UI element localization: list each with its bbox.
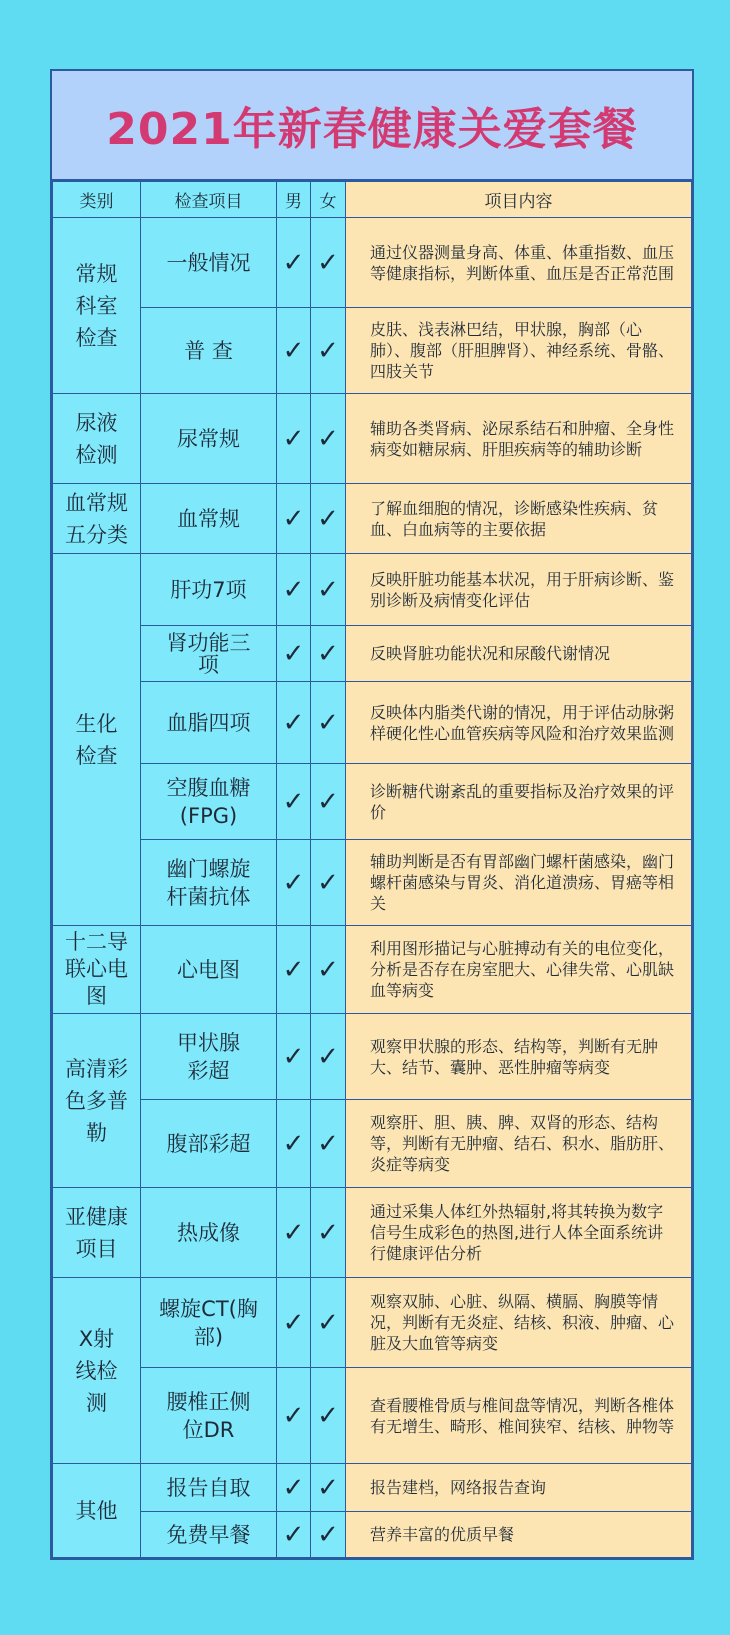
desc-cell: 反映体内脂类代谢的情况，用于评估动脉粥样硬化性心血管疾病等风险和治疗效果监测 [346, 682, 692, 764]
table-row [53, 1014, 692, 1100]
item-cell [141, 764, 277, 840]
male-check-icon: ✓ [277, 840, 311, 926]
item-label: 螺旋CT(胸部) [159, 1296, 258, 1349]
desc-cell: 辅助判断是否有胃部幽门螺杆菌感染，幽门螺杆菌感染与胃炎、消化道溃疡、胃癌等相关 [346, 840, 692, 926]
table-row [53, 626, 692, 682]
category-cell [53, 394, 141, 484]
desc-cell: 查看腰椎骨质与椎间盘等情况，判断各椎体有无增生、畸形、椎间狭窄、结核、肿物等 [346, 1368, 692, 1464]
item-cell: 热成像 [141, 1188, 277, 1278]
item-cell [141, 1278, 277, 1368]
item-label: 甲状腺彩超 [176, 1030, 240, 1083]
item-cell [141, 840, 277, 926]
header-male: 男 [277, 182, 311, 218]
item-label: 空腹血糖(FPG) [166, 775, 251, 828]
desc-cell: 观察甲状腺的形态、结构等，判断有无肿大、结节、囊肿、恶性肿瘤等病变 [346, 1014, 692, 1100]
female-check-icon: ✓ [311, 1100, 346, 1188]
table-row [53, 764, 692, 840]
category-label: X射线检测 [75, 1326, 118, 1415]
header-content: 项目内容 [346, 182, 692, 218]
male-check-icon: ✓ [277, 1188, 311, 1278]
female-check-icon: ✓ [311, 764, 346, 840]
table-row [53, 218, 692, 308]
desc-cell: 报告建档，网络报告查询 [346, 1464, 692, 1512]
desc-cell: 利用图形描记与心脏搏动有关的电位变化，分析是否存在房室肥大、心律失常、心肌缺血等病变 [346, 926, 692, 1014]
desc-cell: 辅助各类肾病、泌尿系结石和肿瘤、全身性病变如糖尿病、肝胆疾病等的辅助诊断 [346, 394, 692, 484]
category-label: 常规科室检查 [75, 261, 118, 350]
table-row [53, 394, 692, 484]
category-cell [53, 218, 141, 394]
category-cell: 其他 [53, 1464, 141, 1558]
male-check-icon: ✓ [277, 1464, 311, 1512]
desc-cell: 观察双肺、心脏、纵隔、横膈、胸膜等情况，判断有无炎症、结核、积液、肿瘤、心脏及大血管等病变 [346, 1278, 692, 1368]
category-label: 高清彩色多普勒 [64, 1056, 128, 1145]
package-table [52, 181, 692, 1558]
table-row [53, 1100, 692, 1188]
item-cell: 心电图 [141, 926, 277, 1014]
category-label: 血常规五分类 [65, 490, 128, 547]
female-check-icon: ✓ [311, 394, 346, 484]
male-check-icon: ✓ [277, 218, 311, 308]
category-label: 尿液检测 [75, 410, 118, 467]
item-cell: 肝功7项 [141, 554, 277, 626]
item-cell: 血常规 [141, 484, 277, 554]
item-cell [141, 1368, 277, 1464]
desc-cell: 观察肝、胆、胰、脾、双肾的形态、结构等，判断有无肿瘤、结石、积水、脂肪肝、炎症等病变 [346, 1100, 692, 1188]
category-cell [53, 554, 141, 926]
female-check-icon: ✓ [311, 484, 346, 554]
item-cell: 血脂四项 [141, 682, 277, 764]
female-check-icon: ✓ [311, 926, 346, 1014]
item-cell: 普 查 [141, 308, 277, 394]
female-check-icon: ✓ [311, 1014, 346, 1100]
category-label: 亚健康项目 [64, 1204, 128, 1261]
item-cell: 尿常规 [141, 394, 277, 484]
female-check-icon: ✓ [311, 218, 346, 308]
female-check-icon: ✓ [311, 840, 346, 926]
category-cell [53, 1278, 141, 1464]
package-card [50, 69, 694, 1560]
desc-cell: 诊断糖代谢紊乱的重要指标及治疗效果的评价 [346, 764, 692, 840]
table-row [53, 484, 692, 554]
category-cell [53, 1014, 141, 1188]
desc-cell: 反映肾脏功能状况和尿酸代谢情况 [346, 626, 692, 682]
item-cell: 报告自取 [141, 1464, 277, 1512]
male-check-icon: ✓ [277, 1100, 311, 1188]
table-row [53, 1188, 692, 1278]
header-item: 检查项目 [141, 182, 277, 218]
male-check-icon: ✓ [277, 764, 311, 840]
male-check-icon: ✓ [277, 926, 311, 1014]
male-check-icon: ✓ [277, 554, 311, 626]
male-check-icon: ✓ [277, 626, 311, 682]
table-row [53, 926, 692, 1014]
female-check-icon: ✓ [311, 308, 346, 394]
item-cell [141, 626, 277, 682]
female-check-icon: ✓ [311, 1512, 346, 1558]
male-check-icon: ✓ [277, 1368, 311, 1464]
category-label: 生化检查 [75, 711, 118, 768]
item-label: 肾功能三项 [166, 630, 251, 677]
female-check-icon: ✓ [311, 554, 346, 626]
male-check-icon: ✓ [277, 1014, 311, 1100]
table-row [53, 1278, 692, 1368]
item-label: 幽门螺旋杆菌抗体 [166, 856, 251, 909]
male-check-icon: ✓ [277, 1278, 311, 1368]
male-check-icon: ✓ [277, 394, 311, 484]
category-cell [53, 926, 141, 1014]
table-row [53, 1464, 692, 1512]
category-cell [53, 484, 141, 554]
item-cell: 腹部彩超 [141, 1100, 277, 1188]
female-check-icon: ✓ [311, 1368, 346, 1464]
table-header-row [53, 182, 692, 218]
female-check-icon: ✓ [311, 682, 346, 764]
table-row [53, 1368, 692, 1464]
table-row [53, 308, 692, 394]
table-body [53, 218, 692, 1558]
title-bar [52, 71, 692, 181]
table-row [53, 1512, 692, 1558]
desc-cell: 通过仪器测量身高、体重、体重指数、血压等健康指标，判断体重、血压是否正常范围 [346, 218, 692, 308]
female-check-icon: ✓ [311, 1188, 346, 1278]
item-label: 腰椎正侧位DR [166, 1389, 251, 1442]
female-check-icon: ✓ [311, 1278, 346, 1368]
female-check-icon: ✓ [311, 626, 346, 682]
category-label: 十二导联心电图 [64, 930, 128, 1008]
male-check-icon: ✓ [277, 484, 311, 554]
male-check-icon: ✓ [277, 682, 311, 764]
header-female: 女 [311, 182, 346, 218]
item-cell: 免费早餐 [141, 1512, 277, 1558]
desc-cell: 皮肤、浅表淋巴结，甲状腺，胸部（心肺）、腹部（肝胆脾肾）、神经系统、骨骼、四肢关节 [346, 308, 692, 394]
page-title: 2021年新春健康关爱套餐 [106, 104, 638, 155]
desc-cell: 了解血细胞的情况，诊断感染性疾病、贫血、白血病等的主要依据 [346, 484, 692, 554]
header-category: 类别 [53, 182, 141, 218]
desc-cell: 通过采集人体红外热辐射,将其转换为数字信号生成彩色的热图,进行人体全面系统讲行健康评估分析 [346, 1188, 692, 1278]
item-cell: 一般情况 [141, 218, 277, 308]
category-cell [53, 1188, 141, 1278]
item-cell [141, 1014, 277, 1100]
table-row [53, 554, 692, 626]
female-check-icon: ✓ [311, 1464, 346, 1512]
male-check-icon: ✓ [277, 308, 311, 394]
table-row [53, 840, 692, 926]
male-check-icon: ✓ [277, 1512, 311, 1558]
desc-cell: 营养丰富的优质早餐 [346, 1512, 692, 1558]
table-row [53, 682, 692, 764]
desc-cell: 反映肝脏功能基本状况，用于肝病诊断、鉴别诊断及病情变化评估 [346, 554, 692, 626]
